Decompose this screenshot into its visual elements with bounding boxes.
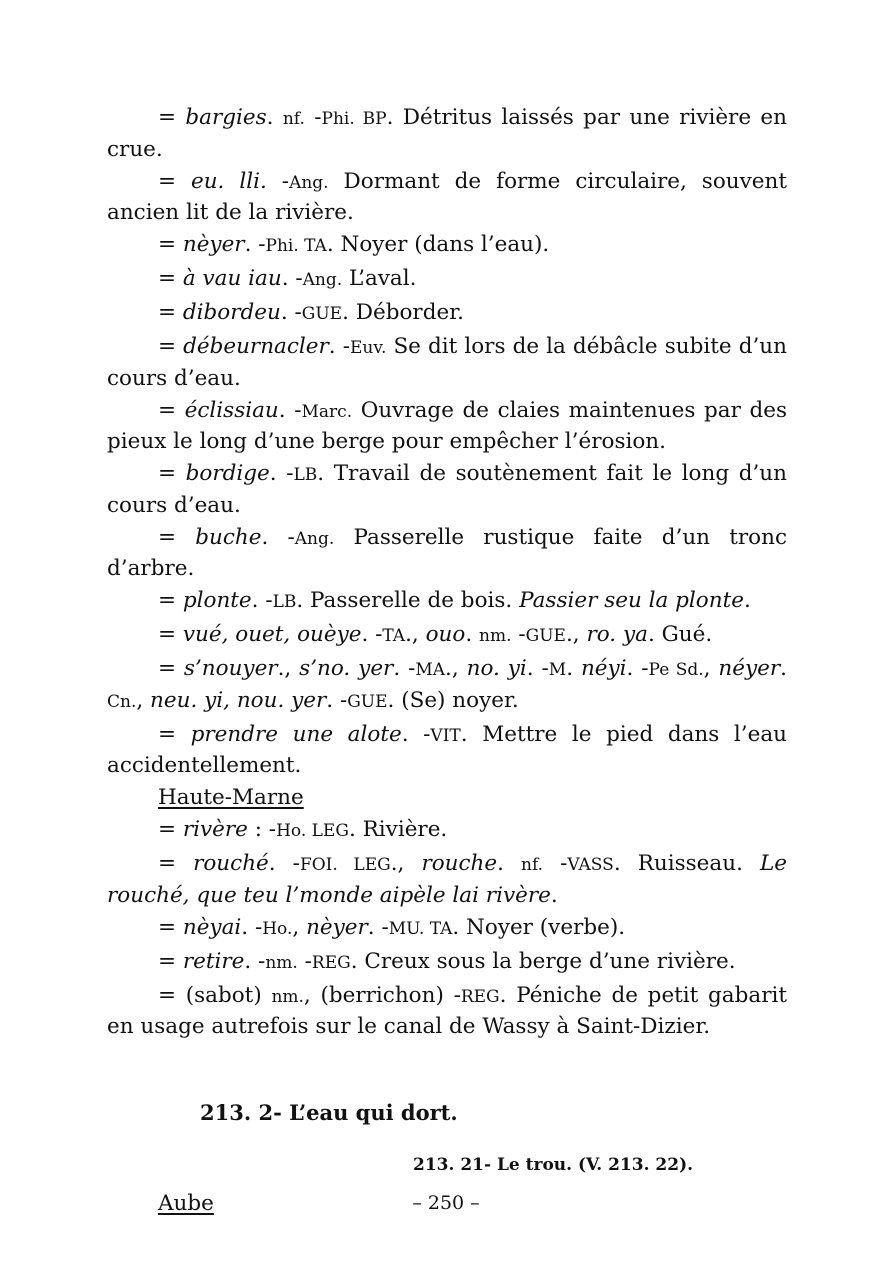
entry-text: = bbox=[158, 397, 185, 423]
entry-text: . Noyer (verbe). bbox=[452, 914, 626, 940]
entry-text: . Péniche de petit gabarit en usage autrefois sur le canal de Wassy à Saint-Dizier. bbox=[107, 982, 787, 1039]
entry-text: , bbox=[703, 656, 719, 681]
entry-text: . - bbox=[280, 300, 302, 325]
entry-text: . (Se) noyer. bbox=[387, 687, 519, 713]
entry-text: ., bbox=[390, 851, 422, 876]
entry-abbreviation: VIT bbox=[430, 725, 461, 746]
entry-term: néyer bbox=[718, 656, 781, 681]
dictionary-entry bbox=[107, 849, 787, 910]
entry-text: . - bbox=[244, 232, 266, 257]
entry-abbreviation: REG bbox=[460, 986, 500, 1007]
entry-abbreviation: Ang. bbox=[289, 172, 329, 193]
dictionary-entry bbox=[107, 298, 787, 330]
entry-text: . - bbox=[268, 851, 300, 876]
dictionary-entry bbox=[107, 586, 787, 618]
entry-text: = bbox=[158, 300, 183, 325]
entry-text: . Noyer (dans l’eau). bbox=[326, 232, 550, 257]
entry-abbreviation: Cn. bbox=[107, 691, 137, 712]
entry-text: . - bbox=[361, 622, 383, 647]
entry-abbreviation: Ang. bbox=[302, 270, 343, 290]
entry-text: . bbox=[566, 656, 581, 681]
entry-abbreviation: GUE bbox=[301, 304, 343, 324]
entry-text: . - bbox=[393, 656, 416, 681]
entry-text: . - bbox=[526, 656, 549, 681]
entry-term: buche bbox=[195, 524, 262, 550]
entry-text: - bbox=[543, 851, 568, 876]
entry-text: - bbox=[511, 622, 526, 647]
entry-text: , bbox=[292, 914, 307, 940]
entry-text: , (berrichon) - bbox=[303, 982, 461, 1008]
entry-abbreviation: nf. bbox=[282, 109, 305, 129]
dictionary-entry bbox=[107, 947, 787, 979]
entry-abbreviation: Marc. bbox=[301, 401, 353, 422]
entry-text: . bbox=[550, 882, 558, 908]
entry-abbreviation: VASS bbox=[567, 855, 614, 875]
entry-text: . - bbox=[278, 397, 302, 423]
entry-term: Passier seu la plonte bbox=[519, 588, 744, 613]
entry-text: . Travail de soutènement fait le long d’un cours d’eau. bbox=[107, 461, 787, 518]
entry-text: . Détritus laissés par une rivière en crue. bbox=[107, 105, 787, 162]
dictionary-entry bbox=[107, 913, 787, 945]
dictionary-entry bbox=[107, 654, 787, 717]
entry-term: néyi bbox=[580, 656, 627, 681]
entry-term: bargies bbox=[185, 105, 267, 130]
entry-abbreviation: Ho. LEG bbox=[276, 821, 349, 841]
entry-abbreviation: M bbox=[548, 660, 567, 680]
entry-term: dibordeu bbox=[182, 300, 281, 325]
entry-abbreviation: Phi. BP bbox=[321, 109, 387, 129]
entry-text: . Rivière. bbox=[348, 817, 448, 842]
entry-text: = bbox=[158, 948, 183, 974]
dictionary-entry bbox=[107, 103, 787, 164]
entry-text: ., bbox=[445, 656, 467, 681]
entry-text: Ouvrage de claies maintenues par des pieux le long d’une berge pour empêcher l’érosion. bbox=[107, 397, 787, 454]
entry-term: nèyer bbox=[182, 232, 245, 257]
entry-abbreviation: Ho. bbox=[262, 918, 293, 939]
entry-term: retire bbox=[182, 948, 245, 974]
dictionary-entry bbox=[107, 264, 787, 296]
entry-term: ro. ya bbox=[586, 622, 648, 647]
dictionary-entry bbox=[107, 620, 787, 652]
entry-text: ., bbox=[565, 622, 587, 647]
dictionary-entry bbox=[107, 459, 787, 520]
entry-text: ., bbox=[277, 656, 300, 681]
entry-term: ouo bbox=[425, 622, 466, 647]
entry-abbreviation: MA bbox=[415, 660, 446, 680]
entry-term: Le rouché, que teu l’monde aipèle lai rivère bbox=[107, 851, 787, 908]
entry-text: L’aval. bbox=[342, 266, 417, 291]
entry-term: nèyai bbox=[182, 914, 242, 940]
entry-text: = bbox=[158, 232, 183, 257]
entry-term: rivère bbox=[182, 817, 248, 842]
entry-abbreviation: Ang. bbox=[294, 528, 335, 549]
entry-text: , bbox=[136, 687, 151, 713]
entry-text: . - bbox=[261, 524, 295, 550]
entry-abbreviation: nm. bbox=[265, 952, 298, 973]
entry-text: . bbox=[780, 656, 787, 681]
entry-text: . Passerelle de bois. bbox=[296, 588, 520, 613]
entry-abbreviation: nm. bbox=[271, 986, 304, 1007]
entry-term: éclissiau bbox=[184, 397, 279, 423]
entry-abbreviation: TA bbox=[382, 626, 406, 646]
entry-term: nèyer bbox=[306, 914, 368, 940]
entry-text: = bbox=[158, 622, 183, 647]
entry-text: = (sabot) bbox=[158, 982, 272, 1008]
entry-text: . bbox=[266, 105, 283, 130]
entry-text: Passerelle rustique faite d’un tronc d’arbre. bbox=[107, 524, 787, 581]
entry-text: . - bbox=[328, 334, 350, 359]
entry-text: - bbox=[304, 105, 322, 130]
entry-term: plonte bbox=[182, 588, 252, 613]
entry-text: . Creux sous la berge d’une rivière. bbox=[350, 948, 736, 974]
entry-term: no. yi bbox=[466, 656, 527, 681]
dictionary-entry bbox=[107, 167, 787, 228]
dictionary-entry bbox=[107, 230, 787, 262]
dictionary-entry bbox=[107, 523, 787, 584]
entry-abbreviation: FOI. LEG bbox=[299, 855, 391, 875]
dictionary-entry bbox=[107, 396, 787, 457]
entry-text: . Mettre le pied dans l’eau accidentellement. bbox=[107, 721, 788, 778]
entry-text: . - bbox=[269, 461, 294, 486]
entry-text: = bbox=[158, 334, 184, 359]
dictionary-entry bbox=[107, 981, 787, 1042]
entry-text: : - bbox=[247, 817, 277, 842]
entry-text: = bbox=[158, 461, 186, 486]
entry-text: . - bbox=[241, 914, 263, 940]
entry-term: neu. yi, nou. yer bbox=[150, 687, 327, 713]
entry-text: . - bbox=[626, 656, 649, 681]
section-title: 213. 2- L’eau qui dort. bbox=[200, 1099, 458, 1125]
entry-text: = bbox=[158, 588, 183, 613]
entry-term: s’nouyer bbox=[183, 656, 278, 681]
entry-text: . bbox=[743, 588, 751, 613]
subsection-title: 213. 21- Le trou. (V. 213. 22). bbox=[413, 1155, 694, 1175]
entry-abbreviation: nf. bbox=[521, 855, 544, 875]
entry-text: . bbox=[465, 622, 480, 647]
dictionary-entry bbox=[107, 720, 787, 781]
entry-term: bordige bbox=[185, 461, 270, 486]
dictionary-entry bbox=[107, 332, 787, 393]
entry-abbreviation: LB bbox=[293, 465, 318, 485]
entry-abbreviation: GUE bbox=[347, 691, 388, 712]
entry-text: . - bbox=[401, 721, 431, 747]
entry-abbreviation: MU. TA bbox=[388, 918, 453, 939]
entry-text: Dormant de forme circulaire, souvent ancien lit de la rivière. bbox=[107, 168, 787, 225]
entry-text: . - bbox=[281, 266, 303, 291]
entry-text: ., bbox=[405, 622, 426, 647]
entry-term: prendre une alote bbox=[190, 721, 402, 747]
entry-text: . Ruisseau. bbox=[613, 851, 760, 876]
dictionary-entry bbox=[107, 815, 787, 847]
entry-text: . bbox=[497, 851, 522, 876]
entry-text: . - bbox=[367, 914, 389, 940]
entry-text: = bbox=[158, 105, 186, 130]
entry-text: = bbox=[158, 851, 194, 876]
entry-abbreviation: LB bbox=[272, 592, 297, 612]
entry-abbreviation: GUE bbox=[525, 626, 566, 646]
entry-term: rouche bbox=[421, 851, 498, 876]
entry-abbreviation: nm. bbox=[479, 626, 512, 646]
entry-term: débeurnacler bbox=[183, 334, 329, 359]
page-number: – 250 – bbox=[412, 1192, 480, 1214]
entry-text: . Déborder. bbox=[342, 300, 464, 325]
region-heading-aube: Aube bbox=[158, 1190, 214, 1216]
entry-text: - bbox=[266, 168, 290, 194]
entry-text: Se dit lors de la débâcle subite d’un cours d’eau. bbox=[107, 334, 787, 391]
entry-text: . - bbox=[251, 588, 273, 613]
entry-text: = bbox=[158, 656, 184, 681]
entry-term: vué, ouet, ouèye bbox=[182, 622, 362, 647]
entry-term: eu. lli. bbox=[190, 168, 267, 194]
entry-text: = bbox=[158, 721, 191, 747]
entry-text: - bbox=[297, 948, 312, 974]
entry-text: = bbox=[158, 266, 183, 291]
entry-abbreviation: Euv. bbox=[350, 338, 387, 358]
region-heading-haute-marne: Haute-Marne bbox=[158, 785, 304, 810]
entries-list-haute-marne bbox=[107, 815, 787, 1042]
entry-abbreviation: Pe Sd. bbox=[648, 660, 704, 680]
entry-text: = bbox=[158, 914, 183, 940]
entry-text: . - bbox=[244, 948, 266, 974]
entry-text: . Gué. bbox=[647, 622, 713, 647]
document-page bbox=[107, 103, 787, 1218]
entry-abbreviation: REG bbox=[311, 952, 351, 973]
entry-text: . - bbox=[326, 687, 348, 713]
entry-text: = bbox=[158, 817, 183, 842]
entry-text: = bbox=[158, 168, 191, 194]
entry-text: = bbox=[158, 524, 196, 550]
entry-abbreviation: Phi. TA bbox=[265, 236, 327, 256]
entry-term: rouché bbox=[193, 851, 269, 876]
entries-list bbox=[107, 103, 787, 781]
entry-term: à vau iau bbox=[182, 266, 282, 291]
entry-term: s’no. yer bbox=[299, 656, 394, 681]
